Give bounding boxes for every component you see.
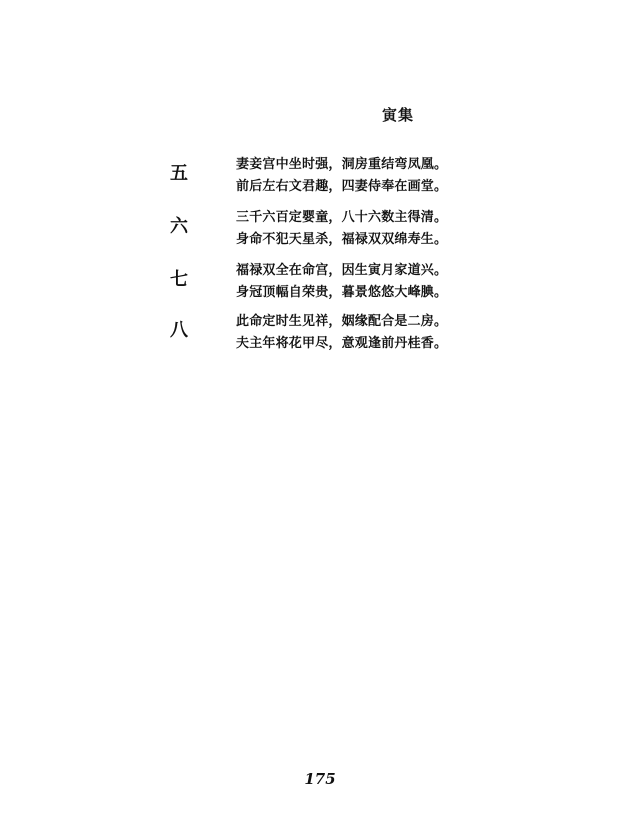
- verse-number: 六: [170, 216, 188, 237]
- page-number: 175: [304, 770, 336, 788]
- verse-block: [0, 206, 640, 250]
- verse-line: 福禄双全在命宫，因生寅月家道兴。: [236, 263, 448, 278]
- verse-line: 三千六百定婴童，八十六数主得清。: [236, 210, 448, 225]
- verse-line: 前后左右文君趣，四妻侍奉在画堂。: [236, 179, 448, 194]
- verse-line: 身命不犯天星杀，福禄双双绵寿生。: [236, 232, 448, 247]
- verse-block: [0, 259, 640, 303]
- verse-line: 妻妾宫中坐时强，洞房重结弯凤凰。: [236, 157, 448, 172]
- verse-block: [0, 153, 640, 197]
- verse-block: [0, 310, 640, 354]
- verse-number: 八: [170, 320, 188, 341]
- verse-number: 五: [170, 163, 188, 184]
- verse-line: 此命定时生见祥，姻缘配合是二房。: [236, 314, 448, 329]
- verse-line: 身冠顶幅自荣贵，暮景悠悠大峰腆。: [236, 285, 448, 300]
- page-title: 寅集: [382, 106, 415, 124]
- verse-line: 夫主年将花甲尽，意观逢前丹桂香。: [236, 336, 448, 351]
- verse-number: 七: [170, 269, 188, 290]
